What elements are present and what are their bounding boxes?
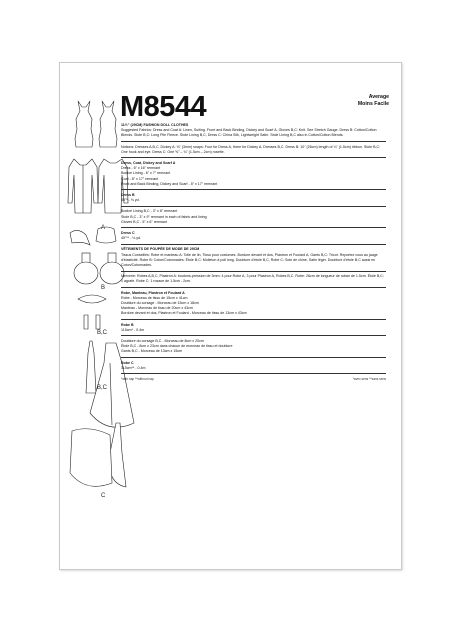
view-label-b: B xyxy=(101,285,106,291)
section-heading: Robe B xyxy=(121,322,134,327)
footnote-french: *avec sens **sans sens xyxy=(352,376,386,381)
section-heading: Robe C xyxy=(121,360,134,365)
section-text: Étole B,C - 8cm x 23cm dans chacun de morceau de tissu et doublure xyxy=(121,344,233,349)
section-text: Mercerie: Robes A,B,C, Plastron A: boutons-pression de 3mm: 4 pour Robe A, 3 pour Plastron A, Robes B,C. Robe: 26cm de longueur de ruban de 1.5cm. Étole B,C: 1 agrafe. Robe C: 1 rosace de 1.5cm - 2cm. xyxy=(121,274,384,284)
section-divider xyxy=(121,319,386,320)
section-divider xyxy=(121,287,386,288)
section-text: Manteau - Morceau de tissu de 20cm x 43cm xyxy=(121,306,193,311)
view-label-bc-2: B,C xyxy=(97,385,108,391)
section-divider xyxy=(121,189,386,190)
section-text: Bordure devant et dos, Plastron et Foulard - Morceau de tissu de 13cm x 43cm xyxy=(121,311,247,316)
section-text: Gants B,C - Morceau de 13cm x 15cm xyxy=(121,349,183,354)
section-text: Robe - Morceau de tissu de 15cm x 41cm xyxy=(121,295,188,300)
section-divider xyxy=(121,271,386,272)
section-divider xyxy=(121,335,386,336)
dickey-a-drawing xyxy=(96,227,116,243)
section-divider xyxy=(121,227,386,228)
view-label-bc: B,C xyxy=(97,330,108,336)
view-label-a: A xyxy=(101,225,106,231)
section-text: 115cm* - 0.4m xyxy=(121,327,145,332)
pattern-envelope-back xyxy=(59,62,402,570)
section-divider xyxy=(121,357,386,358)
section-divider xyxy=(121,373,386,374)
section-text: 45"* - ⅛ yd. xyxy=(121,198,140,203)
section-divider xyxy=(121,206,386,207)
section-text: Tissus Conseillés: Robe et manteau A: Toile de lin, Tissu pour costumes. Bordure devant et dos, Plastron et Foulard A, Gants B,C: Tricot. Reportez vous au jauge d'élasticité. Robe B: Coton/Cotonnades. Étole B,C: Molleton à poil long. Doublure d'étole B,C, Robe C: Soie de chine, Satin léger. Doublure d'étole B,C aussi en Coton/Cotonnades. xyxy=(121,252,378,267)
section-divider xyxy=(121,141,386,142)
yardage-and-notions-text xyxy=(121,123,386,382)
pattern-number: M8544 xyxy=(120,91,207,123)
dress-c-front-drawing xyxy=(86,341,96,393)
section-text: Suggested Fabrics: Dress and Coat A: Linen, Suiting. Front and Back Binding, Dickey and Scarf A, Gloves B,C: Knit. See Stretch Gauge. Dress B: Cotton/Cotton Blends. Stole B,C: Long Pile Fleece. Stole Lining B,C, Dress C: China Silk, Lightweight Satin. Stole Lining B,C also in Cotton/Cotton Blends. xyxy=(121,128,377,138)
section-text: Dress - 6" x 16" remnant xyxy=(121,166,161,171)
section-text: 45"** - ⅛ yd. xyxy=(121,236,142,241)
section-text: Doublure du corsage - Morceau de 15cm x 18cm xyxy=(121,300,199,305)
dress-c-back-drawing xyxy=(70,423,126,487)
section-text: Coat - 8" x 17" remnant xyxy=(121,176,159,181)
section-heading: VÊTEMENTS DE POUPÉE DE MODE DE 29CM xyxy=(121,247,200,252)
dress-a-front-drawing xyxy=(75,101,93,147)
section-text: Doublure du corsage B,C - Morceau de 8cm x 20cm xyxy=(121,338,204,343)
gloves-bc-drawing xyxy=(84,315,100,329)
footnotes xyxy=(121,377,386,382)
dress-a-back-drawing xyxy=(99,101,117,147)
coat-a-front-drawing xyxy=(68,159,98,213)
section-heading: Dress B xyxy=(121,192,135,197)
difficulty-french: Moins Facile xyxy=(357,101,389,107)
difficulty-english: Average xyxy=(368,94,389,100)
section-text: Gloves B,C - 5" x 6" remnant xyxy=(121,219,167,224)
dress-b-front-drawing xyxy=(74,253,98,284)
view-label-c: C xyxy=(101,493,106,499)
section-divider xyxy=(121,244,386,245)
scarf-a-drawing xyxy=(70,230,90,245)
section-text: 115cm** - 0.4m xyxy=(121,365,146,370)
section-heading: Robe, Manteau, Plastron et Foulard A xyxy=(121,290,185,295)
section-text: Bodice Lining B,C - 3" x 8" remnant xyxy=(121,209,178,214)
section-text: Front and Back Binding, Dickey and Scarf - 5" x 17" remnant xyxy=(121,181,218,186)
section-text: Stole B,C - 3" x 9" remnant in each of fabric and lining xyxy=(121,214,207,219)
section-divider xyxy=(121,157,386,158)
stole-bc-drawing xyxy=(78,295,106,303)
section-text: Notions: Dresses A,B,C, Dickey A: ⅛" (3mm) snaps: Four for Dress A, three for Dickey A, Dresses B,C. Dress B: 10" (26cm) length of ¼" (1.5cm) ribbon. Stole B,C: One hook and eye. Dress C: One ⅝" – ¾" (1.5cm – 2cm) rosette. xyxy=(121,144,381,154)
section-heading: Dress C xyxy=(121,230,135,235)
section-text: Bodice Lining - 6" x 7" remnant xyxy=(121,171,171,176)
section-heading: Dress, Coat, Dickey and Scarf A xyxy=(121,160,176,165)
section-heading: 11½" (29CM) FASHION DOLL CLOTHES xyxy=(121,123,189,127)
footnote-english: *with nap **without nap xyxy=(121,376,154,381)
